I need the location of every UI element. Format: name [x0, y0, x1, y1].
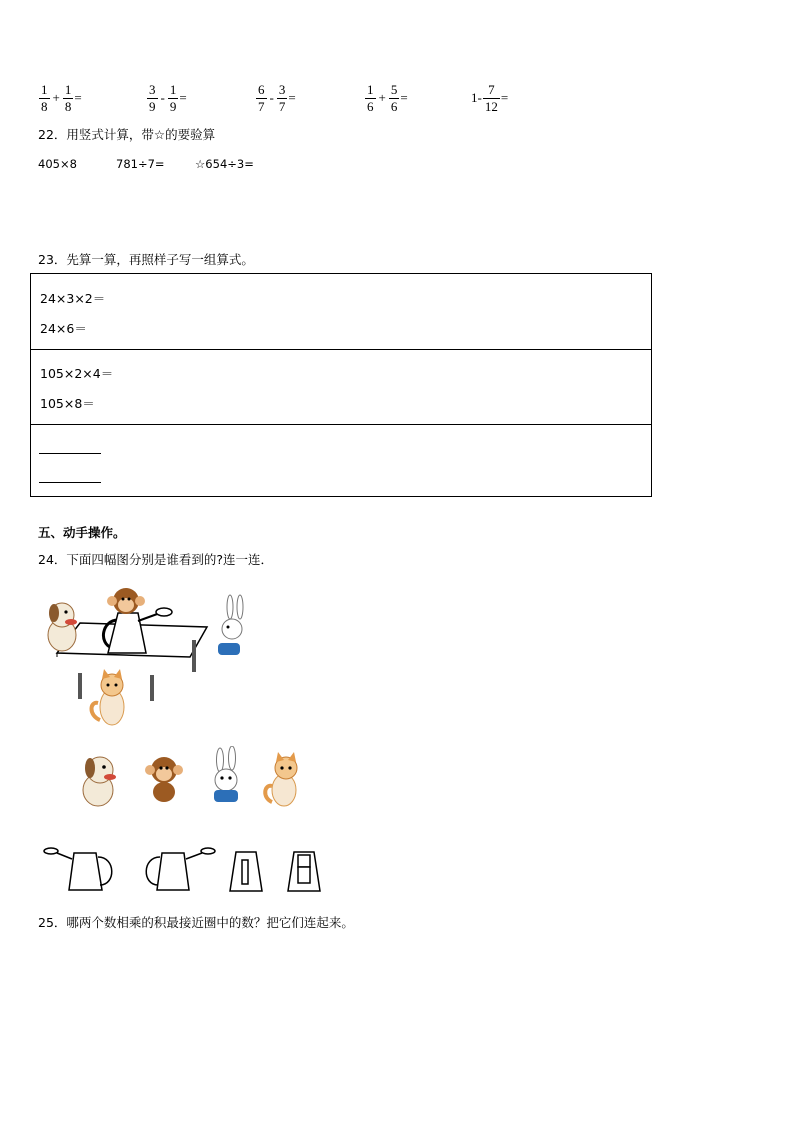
- fraction-expression-2: $\frac{3}{9}$ - $\frac{1}{9}$ =: [149, 81, 187, 114]
- calculation-table: [30, 273, 652, 497]
- table-row: 24×3×2＝ 24×6＝: [31, 274, 651, 350]
- fraction-expression-5: 1- $\frac{7}{12}$ =: [471, 81, 509, 114]
- fraction-expression-3: $\frac{6}{7}$ - $\frac{3}{7}$ =: [258, 81, 296, 114]
- monkey-icon[interactable]: [140, 752, 188, 804]
- fraction-expression-4: $\frac{1}{6}$ + $\frac{5}{6}$ =: [367, 81, 408, 114]
- question-22-title: 22．用竖式计算，带☆的要验算: [38, 127, 216, 142]
- fraction: $\frac{7}{12}$: [484, 81, 498, 114]
- fraction: $\frac{1}{9}$: [169, 81, 177, 114]
- rabbit-icon[interactable]: [200, 746, 250, 808]
- answer-blank[interactable]: [39, 482, 101, 483]
- question-24-title: 24．下面四幅图分别是谁看到的?连一连．: [38, 552, 274, 567]
- kettle-icon[interactable]: [228, 848, 264, 894]
- fraction-expression-1: $\frac{1}{8}$ + $\frac{1}{8}$ =: [41, 81, 82, 114]
- answer-blank[interactable]: [39, 453, 101, 454]
- question-25-title: 25．哪两个数相乘的积最接近圈中的数？把它们连起来。: [38, 915, 354, 930]
- fraction: $\frac{1}{8}$: [64, 81, 72, 114]
- cat-icon: [92, 669, 125, 725]
- question-23-title: 23．先算一算，再照样子写一组算式。: [38, 252, 254, 267]
- fraction: $\frac{6}{7}$: [258, 81, 265, 114]
- monkey-icon: [107, 588, 145, 614]
- table-row: [31, 424, 651, 497]
- calc-item: 781÷7=: [116, 157, 165, 171]
- rabbit-icon: [218, 595, 243, 655]
- fraction: $\frac{3}{9}$: [149, 81, 156, 114]
- fraction: $\frac{5}{6}$: [390, 81, 398, 114]
- table-row: 105×2×4＝ 105×8＝: [31, 349, 651, 425]
- fraction: $\frac{3}{7}$: [278, 81, 286, 114]
- table-scene-illustration: [40, 585, 255, 735]
- dog-icon: [48, 603, 77, 651]
- cat-icon[interactable]: [262, 750, 306, 808]
- fraction: $\frac{1}{8}$: [41, 81, 48, 114]
- kettle-icon[interactable]: [286, 848, 322, 894]
- fraction: $\frac{1}{6}$: [367, 81, 374, 114]
- kettle-icon[interactable]: [142, 845, 217, 893]
- dog-icon[interactable]: [70, 750, 130, 808]
- kettle-icon[interactable]: [42, 845, 117, 893]
- calc-item: 405×8: [38, 157, 77, 171]
- calc-item: ☆654÷3=: [195, 157, 254, 171]
- section-heading: 五、动手操作。: [38, 525, 126, 540]
